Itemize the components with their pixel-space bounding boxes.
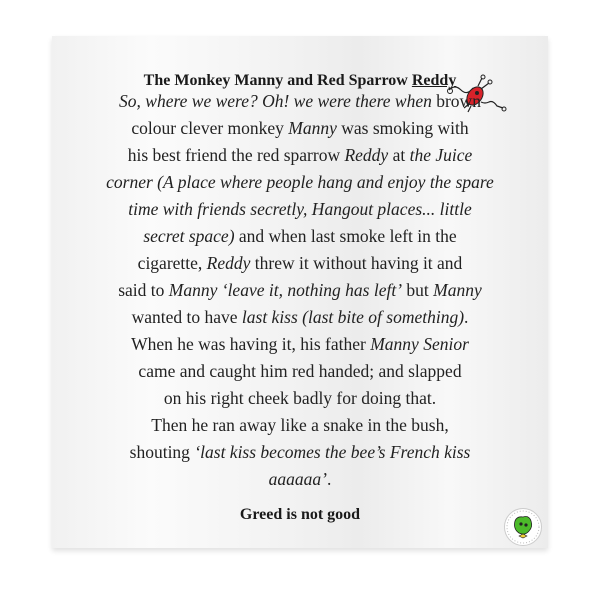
italic-text: secret space) bbox=[143, 226, 235, 246]
story-line bbox=[52, 304, 548, 331]
text-segment: and when last smoke left in the bbox=[234, 226, 457, 246]
italic-text: Manny ‘leave it, nothing has left’ bbox=[168, 280, 403, 300]
italic-text: ‘last kiss becomes the bee’s French kiss bbox=[194, 442, 471, 462]
italic-text: corner (A place where people hang and enjoy the spare bbox=[106, 172, 494, 192]
text-segment: his best friend the red sparrow bbox=[127, 145, 345, 165]
story-line bbox=[52, 331, 548, 358]
text-segment: was smoking with bbox=[336, 118, 469, 138]
poster bbox=[52, 36, 548, 548]
story-line bbox=[52, 223, 548, 250]
story-line bbox=[52, 88, 548, 115]
text-segment: said to bbox=[118, 280, 169, 300]
story-line bbox=[52, 115, 548, 142]
title-reddy: Reddy bbox=[411, 72, 457, 89]
story-line bbox=[52, 439, 548, 466]
story-line bbox=[52, 358, 548, 385]
text-segment: threw it without having it and bbox=[250, 253, 463, 273]
story-line bbox=[52, 466, 548, 493]
italic-text: Manny bbox=[288, 118, 337, 138]
text-segment: . bbox=[464, 307, 469, 327]
italic-text: Reddy bbox=[344, 145, 389, 165]
italic-text: aaaaaa’ bbox=[268, 469, 327, 489]
story-line bbox=[52, 250, 548, 277]
italic-text: Manny Senior bbox=[370, 334, 469, 354]
story-line bbox=[52, 169, 548, 196]
story-line bbox=[52, 385, 548, 412]
text-segment: shouting bbox=[129, 442, 195, 462]
italic-text: time with friends secretly, Hangout places... little bbox=[128, 199, 472, 219]
green-character-logo-icon bbox=[504, 508, 542, 546]
italic-text: the Juice bbox=[409, 145, 473, 165]
moral-text: Greed is not good bbox=[239, 506, 361, 523]
text-segment: at bbox=[388, 145, 410, 165]
text-segment: cigarette, bbox=[137, 253, 207, 273]
title-text: The Monkey Manny and Red Sparrow bbox=[143, 72, 412, 89]
story-line bbox=[52, 412, 548, 439]
story-line bbox=[52, 196, 548, 223]
story-line bbox=[52, 277, 548, 304]
italic-text: last kiss (last bite of something) bbox=[241, 307, 465, 327]
italic-text: So, where we were? Oh! we were there when bbox=[119, 91, 432, 111]
text-segment: on his right cheek badly for doing that. bbox=[163, 388, 437, 408]
text-segment: came and caught him red handed; and slapped bbox=[138, 361, 462, 381]
italic-text: Manny bbox=[433, 280, 482, 300]
story-line bbox=[52, 142, 548, 169]
text-segment: When he was having it, his father bbox=[131, 334, 371, 354]
text-segment: colour clever monkey bbox=[131, 118, 289, 138]
italic-text: Reddy bbox=[206, 253, 251, 273]
text-segment: wanted to have bbox=[131, 307, 242, 327]
text-segment: but bbox=[402, 280, 434, 300]
text-segment: Then he ran away like a snake in the bush, bbox=[151, 415, 449, 435]
text-segment: . bbox=[326, 469, 332, 489]
story-text bbox=[52, 88, 548, 493]
text-segment: brown bbox=[431, 91, 481, 111]
